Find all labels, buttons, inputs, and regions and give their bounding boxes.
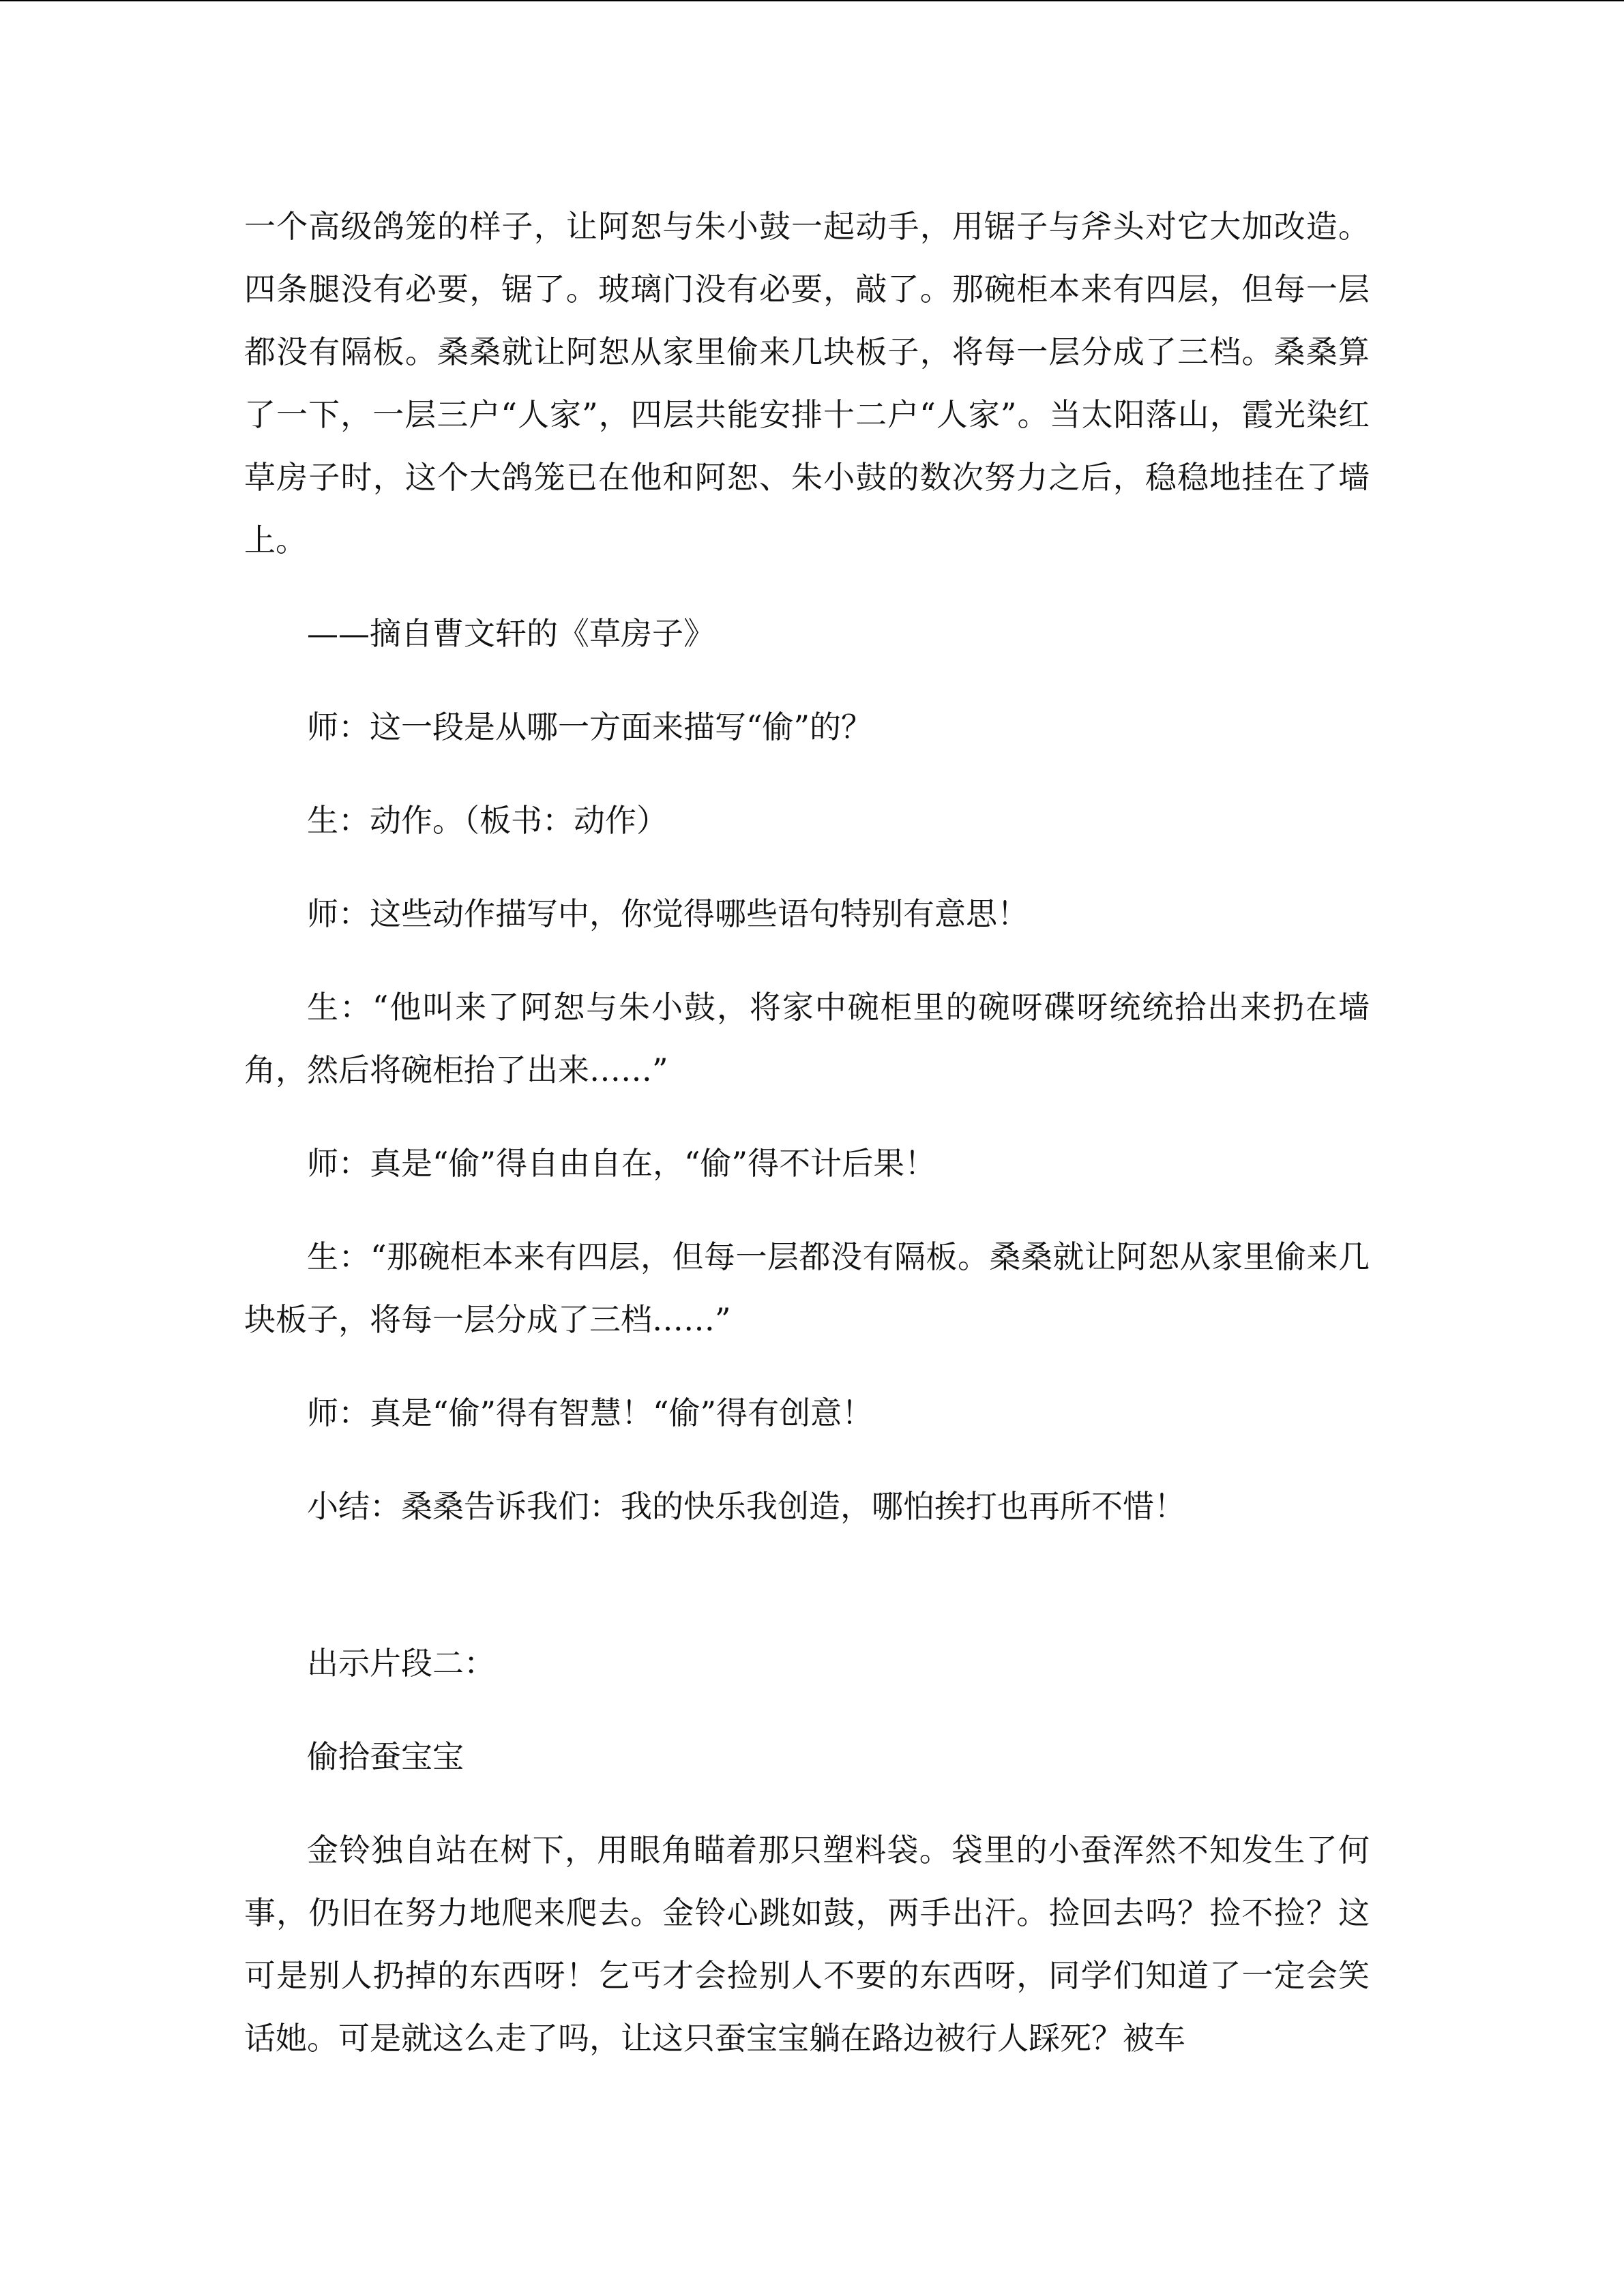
paragraph-excerpt-title: 偷拾蚕宝宝 [307,1738,464,1775]
paragraph-teacher-comment-2: 师：真是“偷”得有智慧！“偷”得有创意！ [307,1395,874,1431]
paragraph-story-excerpt: 一个高级鸽笼的样子，让阿恕与朱小鼓一起动手，用锯子与斧头对它大加改造。四条腿没有必要，锯了。玻璃门没有必要，敲了。那碗柜本来有四层，但每一层都没有隔板。桑桑就让阿恕从家里偷来几块板子，将每一层分成了三档。桑桑算了一下，一层三户“人家”，四层共能安排十二户“人家”。当太阳落山，霞光染红草房子时，这个大鸽笼已在他和阿恕、朱小鼓的数次努力之后，稳稳地挂在了墙上。 [244,208,1370,558]
paragraph-spacer [244,1444,1370,1475]
document-body [244,195,1370,2070]
paragraph-teacher-question-1: 师：这一段是从哪一方面来描写“偷”的？ [307,709,873,745]
paragraph-source-citation: ——摘自曹文轩的《草房子》 [307,615,715,652]
paragraph-spacer [244,1695,1370,1725]
paragraph-teacher-comment-1: 师：真是“偷”得自由自在，“偷”得不计后果！ [307,1145,936,1182]
paragraph-spacer [244,1195,1370,1225]
paragraph-spacer [244,1351,1370,1382]
paragraph-spacer [244,758,1370,789]
paragraph-student-answer-3: 生：“那碗柜本来有四层，但每一层都没有隔板。桑桑就让阿恕从家里偷来几块板子，将每一层分成了三档……” [244,1238,1370,1338]
paragraph-spacer [244,1101,1370,1132]
paragraph-student-answer-2: 生：“他叫来了阿恕与朱小鼓，将家中碗柜里的碗呀碟呀统统拾出来扔在墙角，然后将碗柜抬了出来……” [244,989,1370,1088]
paragraph-spacer [244,1788,1370,1819]
paragraph-spacer [244,852,1370,882]
paragraph-spacer [244,571,1370,602]
paragraph-teacher-question-2: 师：这些动作描写中，你觉得哪些语句特别有意思！ [307,895,1029,932]
paragraph-story-excerpt-2: 金铃独自站在树下，用眼角瞄着那只塑料袋。袋里的小蚕浑然不知发生了何事，仍旧在努力地爬来爬去。金铃心跳如鼓，两手出汗。捡回去吗？捡不捡？这可是别人扔掉的东西呀！乞丐才会捡别人不要的东西呀，同学们知道了一定会笑话她。可是就这么走了吗，让这只蚕宝宝躺在路边被行人踩死？被车 [244,1832,1370,2057]
paragraph-summary: 小结：桑桑告诉我们：我的快乐我创造，哪怕挨打也再所不惜！ [307,1488,1185,1525]
paragraph-spacer [244,665,1370,696]
paragraph-spacer [244,945,1370,976]
paragraph-student-answer-1: 生：动作。（板书：动作） [307,802,668,839]
paragraph-section-heading: 出示片段二： [307,1645,495,1682]
section-spacer [244,1538,1370,1632]
